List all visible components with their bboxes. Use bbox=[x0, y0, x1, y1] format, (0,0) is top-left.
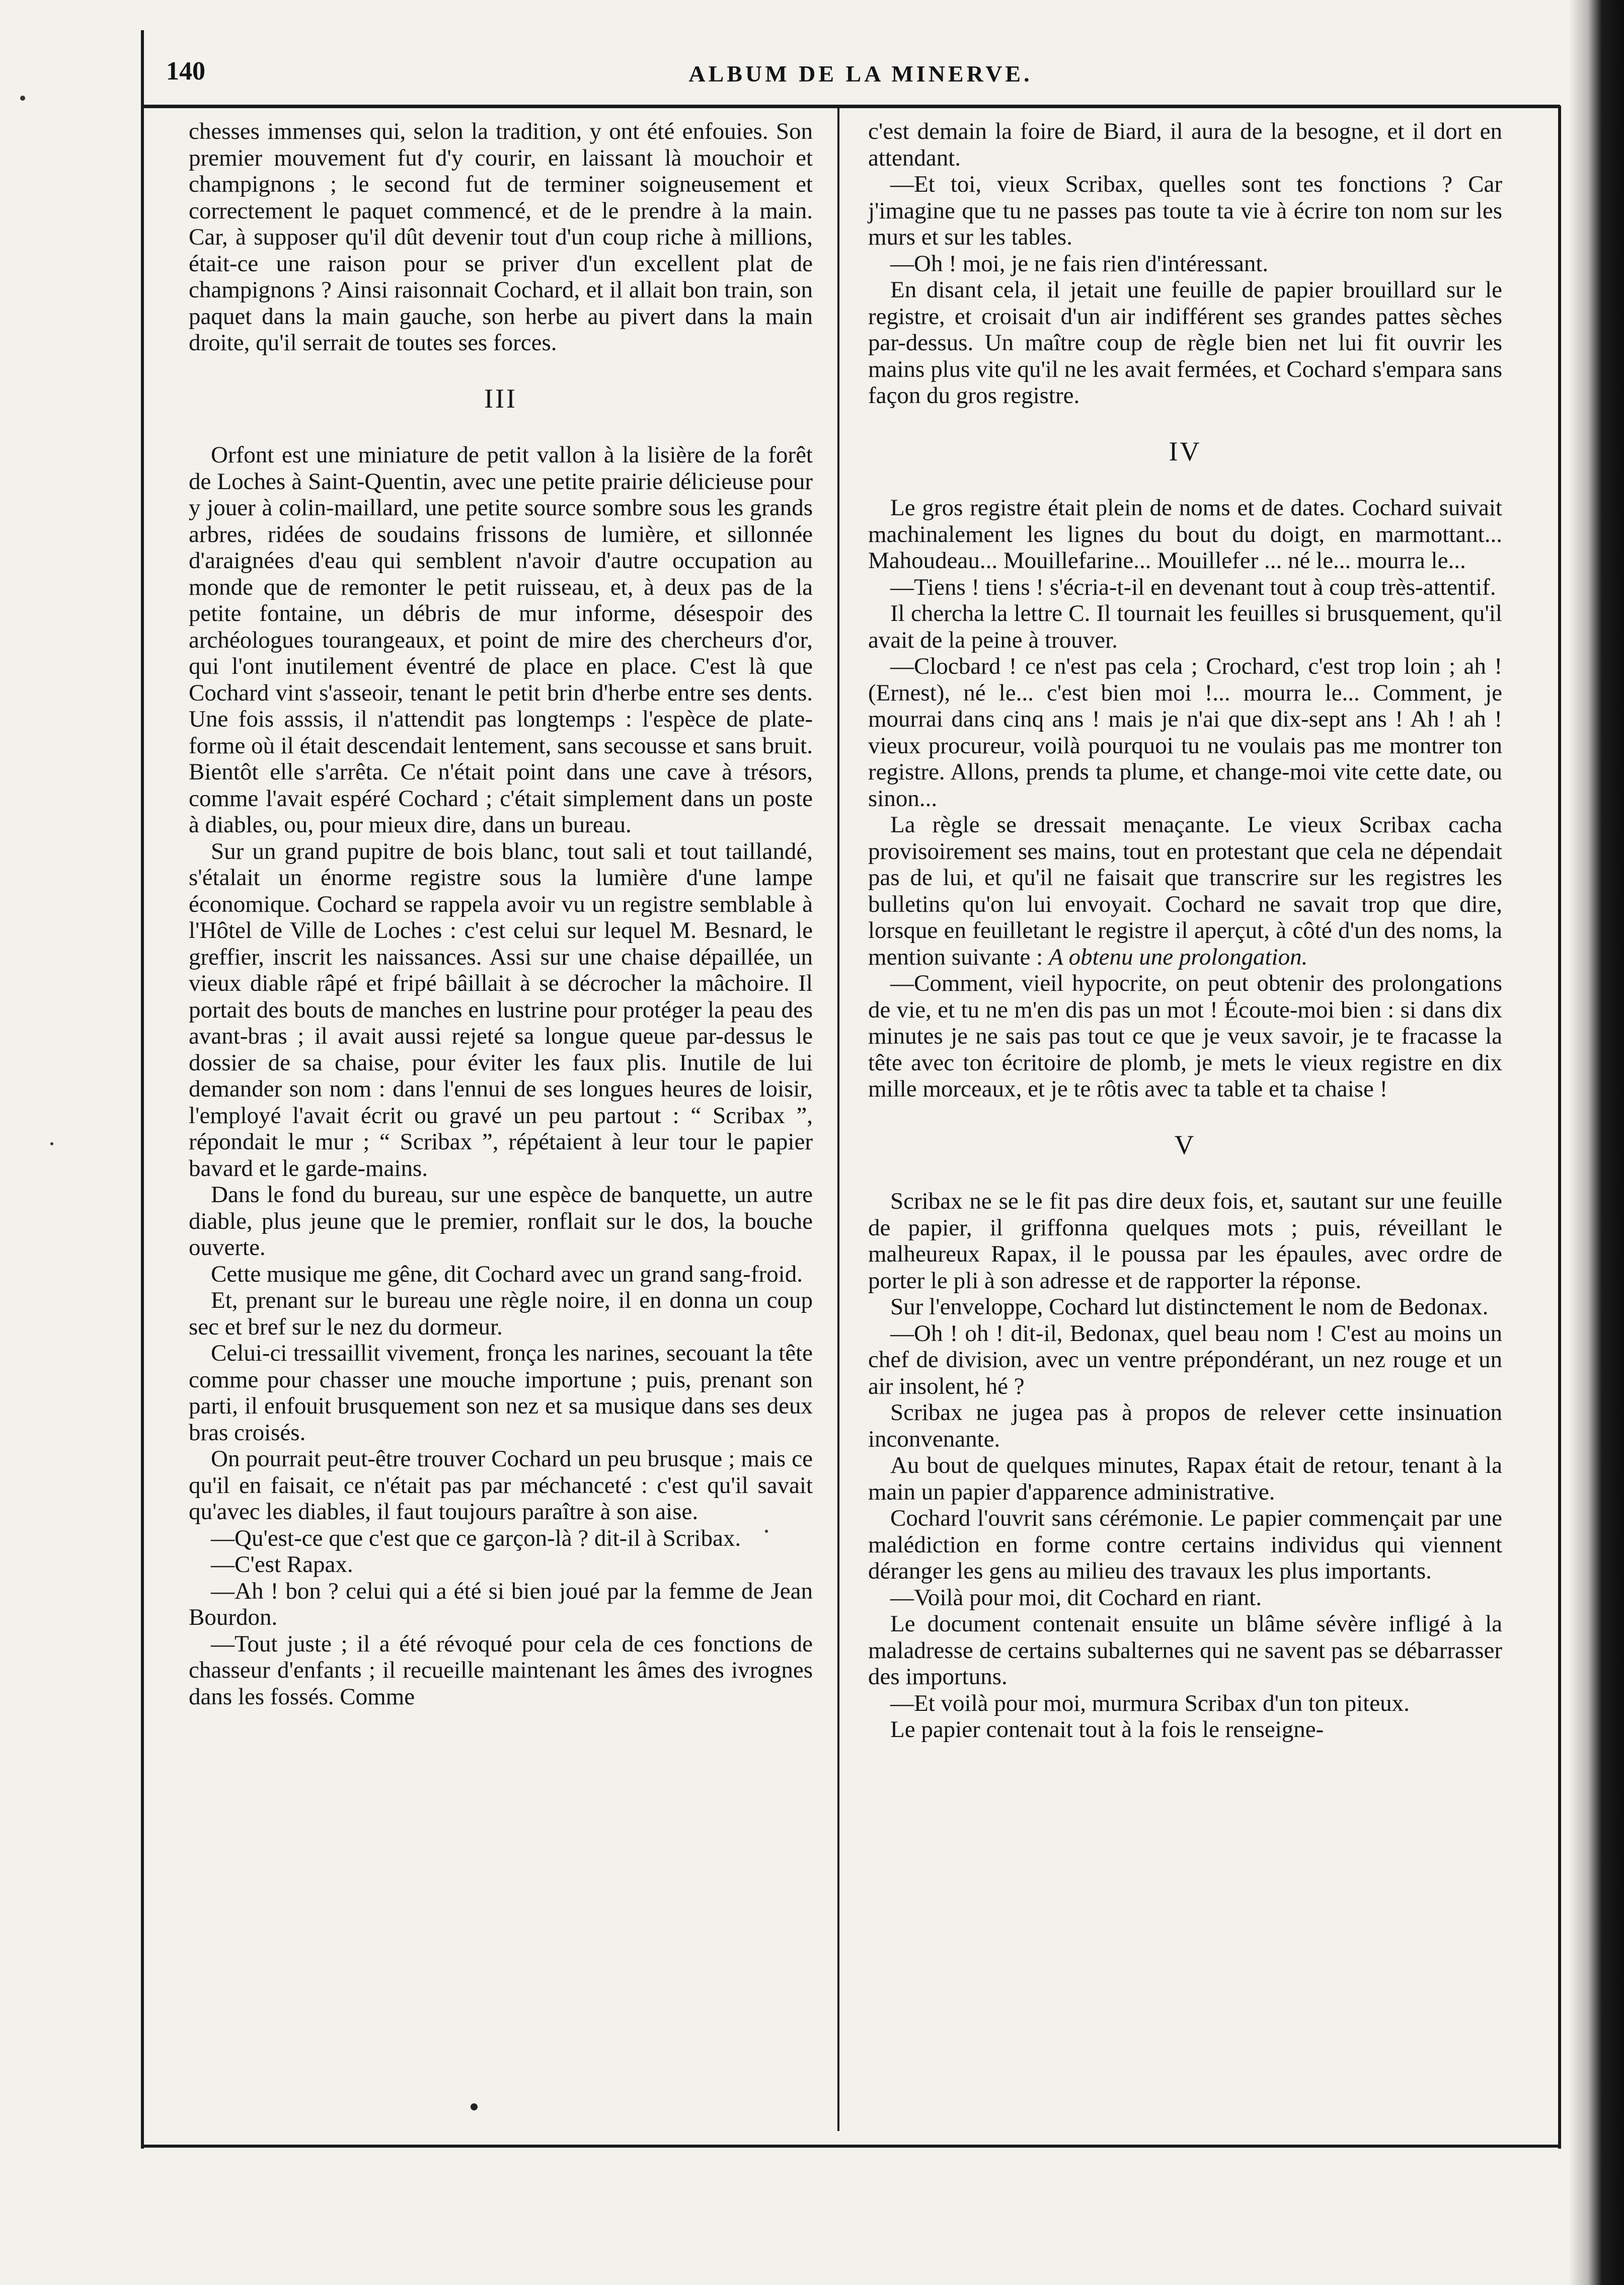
dialogue-line: —Voilà pour moi, dit Cochard en riant. bbox=[890, 1584, 1262, 1611]
paragraph: Le gros registre était plein de noms et de dates. Cochard suivait machinalement les lignes du bout du doigt, en marmottant... Mahoudeau... Mouillefarine... Mouillefer ... né le... mourra le... bbox=[868, 495, 1502, 574]
italic-mention: A obtenu une prolongation. bbox=[1048, 943, 1308, 970]
paragraph bbox=[868, 812, 1502, 970]
left-column bbox=[189, 118, 813, 1710]
paragraph: Dans le fond du bureau, sur une espèce de banquette, un autre diable, plus jeune que le premier, ronflait sur le dos, la bouche ouverte. bbox=[189, 1181, 813, 1260]
dialogue-line: —Tout juste ; il a été révoqué pour cela de ces fonctions de chasseur d'enfants ; il recueille maintenant les âmes des ivrognes dans les fossés. Comme bbox=[189, 1630, 813, 1710]
paragraph: Au bout de quelques minutes, Rapax était de retour, tenant à la main un papier d'apparence administrative. bbox=[868, 1452, 1502, 1505]
right-column bbox=[868, 118, 1502, 1743]
dialogue-line: —Oh ! moi, je ne fais rien d'intéressant. bbox=[890, 250, 1269, 277]
paragraph: En disant cela, il jetait une feuille de papier brouillard sur le registre, et croisait d'un air indifférent ses grandes pattes sèches par-dessus. Un maître coup de règle bien net lui fit ouvrir les mains plus vite qu'il ne les avait fermées, et Cochard s'empara sans façon du gros registre. bbox=[868, 277, 1502, 409]
column-divider bbox=[837, 108, 839, 2131]
paragraph: Il chercha la lettre C. Il tournait les feuilles si brusquement, qu'il avait de la peine à trouver. bbox=[868, 600, 1502, 653]
section-heading-iv: IV bbox=[1169, 436, 1202, 466]
paragraph-text: La règle se dressait menaçante. Le vieux Scribax cacha provisoirement ses mains, tout en protestant que cela ne dépendait pas de lui, et qu'il ne faisait que transcrire sur les registres les bulletins qu'on lui envoyait. Cochard ne savait trop que dire, lorsque en feuilletant le registre il aperçut, à côté d'un des noms, la mention suivante : bbox=[868, 812, 1502, 970]
dialogue-line: —Et voilà pour moi, murmura Scribax d'un ton piteux. bbox=[890, 1690, 1410, 1716]
left-border-rule bbox=[141, 30, 144, 2149]
paragraph: Scribax ne se le fit pas dire deux fois, et, sautant sur une feuille de papier, il griffonna quelques mots ; puis, réveillant le malheureux Rapax, il le poussa par les épaules, avec ordre de porter le pli à son adresse et de rapporter la réponse. bbox=[868, 1188, 1502, 1294]
paragraph: Scribax ne jugea pas à propos de relever cette insinuation inconvenante. bbox=[868, 1399, 1502, 1452]
dialogue-line: —Ah ! bon ? celui qui a été si bien joué par la femme de Jean Bourdon. bbox=[189, 1578, 813, 1630]
dialogue-line: —Et toi, vieux Scribax, quelles sont tes fonctions ? Car j'imagine que tu ne passes pas toute ta vie à écrire ton nom sur les murs et sur les tables. bbox=[868, 171, 1502, 250]
paragraph: Orfont est une miniature de petit vallon à la lisière de la forêt de Loches à Saint-Quentin, avec une petite prairie délicieuse pour y jouer à colin-maillard, une petite source sombre sous les grands arbres, ridées de soudains frissons de lumière, et sillonnée d'araignées d'eau qui semblent n'avoir d'autre occupation au monde que de remonter le petit ruisseau, et, à deux pas de la petite fontaine, un débris de mur informe, désespoir des archéologues tourangeaux, et point de mire des chercheurs d'or, qui l'ont inutilement éventré de place en place. C'est là que Cochard vint s'asseoir, tenant le petit brin d'herbe entre ses dents. Une fois asssis, il n'attendit pas longtemps : l'espèce de plate-forme où il était descendait lentement, sans secousse et sans bruit. Bientôt elle s'arrêta. Ce n'était point dans une cave à trésors, comme l'avait espéré Cochard ; c'était simplement dans un poste à diables, ou, pour mieux dire, dans un bureau. bbox=[189, 442, 813, 838]
print-mark bbox=[471, 2103, 478, 2110]
footer-rule bbox=[141, 2145, 1561, 2148]
print-speck bbox=[765, 1530, 768, 1533]
paragraph: Sur un grand pupitre de bois blanc, tout sali et tout taillandé, s'étalait un énorme registre sous la lumière d'une lampe économique. Cochard se rappela avoir vu un registre semblable à l'Hôtel de Ville de Loches : c'est celui sur lequel M. Besnard, le greffier, inscrit les naissances. Assi sur une chaise dépaillée, un vieux diable râpé et fripé bâillait à se décrocher la mâchoire. Il portait des bouts de manches en lustrine pour protéger la peau des avant-bras ; il avait aussi rejeté sa longue queue par-dessus le dossier de sa chaise, pour éviter les faux plis. Inutile de lui demander son nom : dans l'ennui de ses longues heures de loisir, l'employé l'avait écrit ou gravé un peu partout : “ Scribax ”, répondait le mur ; “ Scribax ”, répétaient à leur tour le papier bavard et le garde-mains. bbox=[189, 838, 813, 1181]
right-border-rule bbox=[1558, 106, 1561, 2149]
paragraph: Le document contenait ensuite un blâme sévère infligé à la maladresse de certains subalternes qui ne savent pas se débarrasser des importuns. bbox=[868, 1611, 1502, 1690]
binding-shadow bbox=[1569, 0, 1624, 2285]
paragraph: Cochard l'ouvrit sans cérémonie. Le papier commençait par une malédiction en forme contre certains individus qui viennent déranger les gens au milieu des travaux les plus importants. bbox=[868, 1505, 1502, 1584]
dialogue-line: —C'est Rapax. bbox=[211, 1551, 353, 1578]
dialogue-line: —Comment, vieil hypocrite, on peut obtenir des prolongations de vie, et tu ne m'en dis pas un mot ! Écoute-moi bien : si dans dix minutes je ne sais pas tout ce que je veux savoir, je te fracasse la tête avec ton écritoire de plomb, je mets le vieux registre en dix mille morceaux, et je te rôtis avec ta table et ta chaise ! bbox=[868, 970, 1502, 1102]
print-speck bbox=[50, 1142, 53, 1145]
dialogue-line: —Tiens ! tiens ! s'écria-t-il en devenant tout à coup très-attentif. bbox=[890, 574, 1496, 600]
paragraph: Le papier contenait tout à la fois le renseigne- bbox=[890, 1716, 1324, 1743]
paragraph: Et, prenant sur le bureau une règle noire, il en donna un coup sec et bref sur le nez du dormeur. bbox=[189, 1287, 813, 1340]
print-speck bbox=[20, 96, 25, 101]
header-rule bbox=[141, 105, 1560, 108]
page-header bbox=[161, 50, 1560, 106]
dialogue-line: —Qu'est-ce que c'est que ce garçon-là ? dit-il à Scribax. bbox=[211, 1525, 741, 1551]
paragraph: Sur l'enveloppe, Cochard lut distinctement le nom de Bedonax. bbox=[890, 1294, 1489, 1320]
dialogue-line: —Clocbard ! ce n'est pas cela ; Crochard, c'est trop loin ; ah ! (Ernest), né le... c'est bien moi !... mourra le... Comment, je mourrai dans cinq ans ! mais je n'ai que dix-sept ans ! Ah ! ah ! vieux procureur, voilà pourquoi tu ne voulais pas me montrer ton registre. Allons, prends ta plume, et change-moi vite cette date, ou sinon... bbox=[868, 653, 1502, 812]
page-number: 140 bbox=[166, 57, 205, 86]
paragraph: On pourrait peut-être trouver Cochard un peu brusque ; mais ce qu'il en faisait, ce n'était pas par méchanceté : c'est qu'il savait qu'avec les diables, il faut toujours paraître à son aise. bbox=[189, 1446, 813, 1525]
paragraph: Celui-ci tressaillit vivement, fronça les narines, secouant la tête comme pour chasser une mouche importune ; puis, prenant son parti, il enfouit brusquement son nez et sa musique dans ses deux bras croisés. bbox=[189, 1340, 813, 1446]
dialogue-line: —Oh ! oh ! dit-il, Bedonax, quel beau nom ! C'est au moins un chef de division, avec un ventre prépondérant, un nez rouge et un air insolent, hé ? bbox=[868, 1320, 1502, 1399]
paragraph: Cette musique me gêne, dit Cochard avec un grand sang-froid. bbox=[211, 1260, 803, 1287]
paragraph: c'est demain la foire de Biard, il aura de la besogne, et il dort en attendant. bbox=[868, 118, 1502, 171]
section-heading-v: V bbox=[1174, 1129, 1196, 1160]
section-heading-iii: III bbox=[484, 383, 517, 414]
running-title: ALBUM DE LA MINERVE. bbox=[688, 61, 1033, 87]
paragraph: chesses immenses qui, selon la tradition, y ont été enfouies. Son premier mouvement fut d'y courir, en laissant là mouchoir et champignons ; le second fut de terminer soigneusement et correctement le paquet commencé, et de le prendre à la main. Car, à supposer qu'il dût devenir tout d'un coup riche à millions, était-ce une raison pour se priver d'un excellent plat de champignons ? Ainsi raisonnait Cochard, et il allait bon train, son paquet dans la main gauche, son herbe au pivert dans la main droite, qu'il serrait de toutes ses forces. bbox=[189, 118, 813, 356]
